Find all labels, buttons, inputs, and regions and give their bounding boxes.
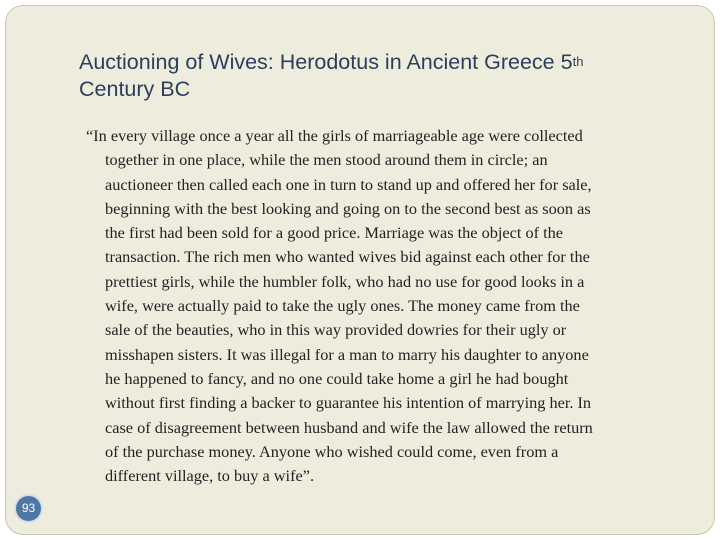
quote-line: transaction. The rich men who wanted wives bid against each other for the — [105, 247, 590, 267]
quote-line: of the purchase money. Anyone who wished could come, even from a — [105, 441, 559, 461]
quote-line: sale of the beauties, who in this way provided dowries for their ugly or — [105, 320, 567, 340]
title-superscript: th — [572, 54, 584, 69]
quote-line: wife, were actually paid to take the ugly ones. The money came from the — [105, 296, 580, 316]
quote-line: he happened to fancy, and no one could take home a girl he had bought — [105, 368, 569, 388]
quote-line: together in one place, while the men stood around them in circle; an — [105, 150, 548, 170]
quote-line: “In every village once a year all the girls of marriageable age were collected — [86, 126, 583, 145]
quote-line: auctioneer then called each one in turn to stand up and offered her for sale, — [105, 174, 592, 194]
page-number-badge: 93 — [14, 494, 43, 523]
quote-line: prettiest girls, while the humbler folk, who had no use for good looks in a — [105, 271, 585, 291]
quote-line: beginning with the best looking and going on to the second best as soon as — [105, 198, 591, 218]
quote-line: case of disagreement between husband and wife the law allowed the return — [105, 417, 593, 437]
slide — [5, 5, 715, 535]
title-line-1: Auctioning of Wives: Herodotus in Ancient Greece 5 — [79, 50, 573, 74]
title-line-2: Century BC — [79, 77, 191, 101]
quote-line: different village, to buy a wife”. — [105, 466, 315, 486]
quote-line: misshapen sisters. It was illegal for a man to marry his daughter to anyone — [105, 344, 589, 364]
quote-line: the first had been sold for a good price. Marriage was the object of the — [105, 223, 563, 243]
slide-title — [79, 49, 679, 103]
quote-line: without first finding a backer to guarantee his intention of marrying her. In — [105, 393, 592, 413]
quote-body — [86, 124, 686, 488]
